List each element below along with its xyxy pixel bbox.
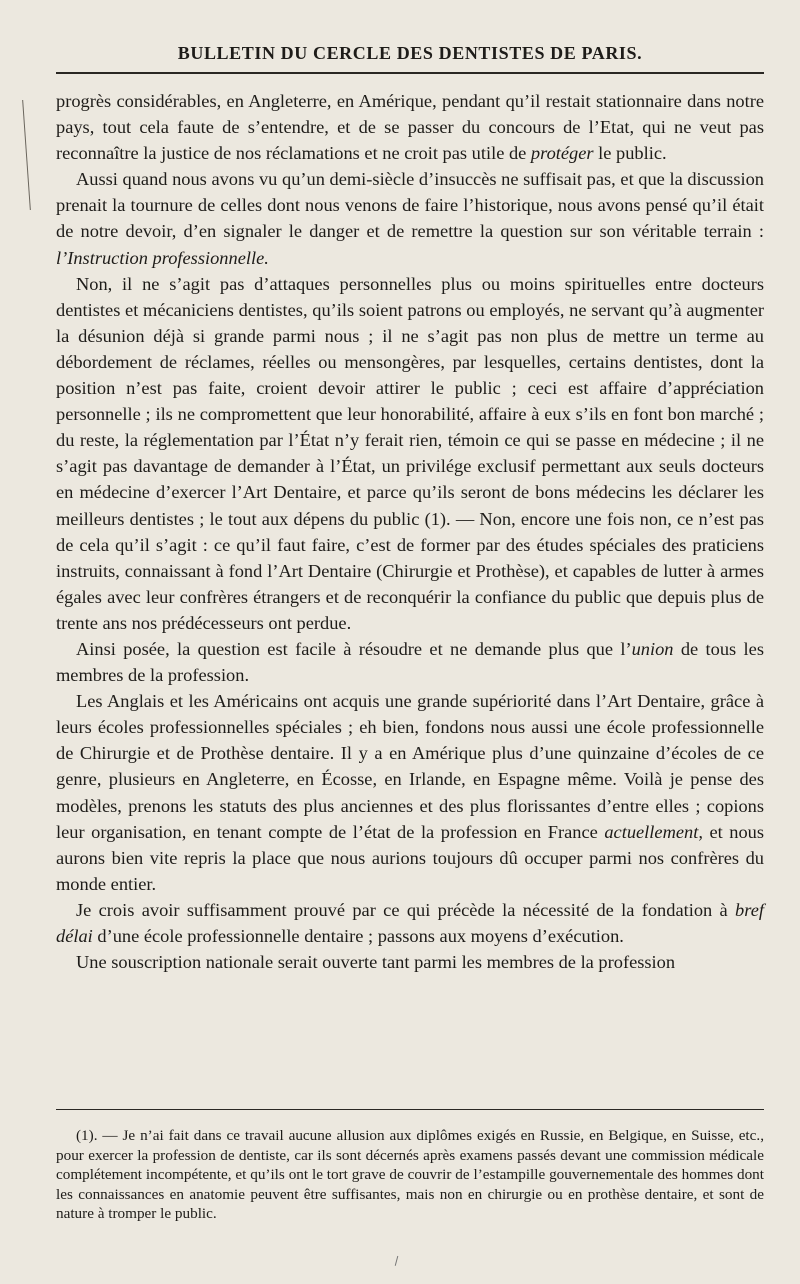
paragraph-5	[56, 688, 764, 897]
paragraph-4-text-a: Ainsi posée, la question est facile à résoudre et ne demande plus que l’	[76, 638, 632, 659]
running-header: BULLETIN DU CERCLE DES DENTISTES DE PARIS.	[177, 43, 643, 63]
paragraph-1-emphasis: protéger	[530, 143, 594, 164]
paragraph-4-emphasis: union	[631, 638, 674, 659]
paragraph-6-text-b: d’une école professionnelle dentaire ; passons aux moyens d’exécution.	[92, 926, 624, 946]
footnote	[56, 1126, 764, 1224]
margin-pencil-mark	[22, 100, 35, 210]
paragraph-2	[56, 166, 764, 270]
paragraph-5-emphasis: actuellement,	[604, 821, 703, 842]
footnote-text: (1). — Je n’ai fait dans ce travail aucune allusion aux diplômes exigés en Russie, en Belgique, en Suisse, etc., pour exercer la profession de dentiste, car ils sont décernés après examens passés devant une commission médicale complétement incompétente, et qu’ils ont le tort grave de couvrir de l’estampille gouvernementale des hommes dont les connaissances en anatomie peuvent être suffisantes, mais non en chirurgie ou en prothèse dentaire, et sont de nature à tromper le public.	[56, 1127, 764, 1223]
paragraph-2-text-a: Aussi quand nous avons vu qu’un demi-siècle d’insuccès ne suffisait pas, et que la discussion prenait la tournure de celles dont nous venons de faire l’historique, nous avons pensé qu’il était de notre devoir, d’en signaler le danger et de remettre la question sur son véritable terrain :	[56, 169, 764, 242]
paragraph-5-text-a: Les Anglais et les Américains ont acquis une grande supériorité dans l’Art Dentaire, grâce à leurs écoles professionnelles spéciales ; eh bien, fondons nous aussi une école professionnelle de Chirurgie et de Prothèse dentaire. Il y a en Amérique plus d’une quinzaine d’écoles de ce genre, plusieurs en Angleterre, en Écosse, en Irlande, en Espagne même. Voilà je pense des modèles, prenons les statuts des plus anciennes et des plus florissantes d’entre elles ; copions leur organisation, en tenant compte de l’état de la profession en France	[56, 691, 764, 842]
paragraph-6-emphasis: bref délai	[56, 899, 764, 946]
body-text	[56, 88, 764, 975]
paragraph-5-text-b: et nous aurons bien vite repris la place que nous aurions toujours dû occuper parmi nos confrères du monde entier.	[56, 821, 765, 894]
paragraph-4-text-b: de tous les membres de la profession.	[56, 638, 764, 686]
paragraph-6	[56, 897, 764, 949]
paragraph-3: Non, il ne s’agit pas d’attaques personnelles plus ou moins spirituelles entre docteurs dentistes et mécaniciens dentistes, qu’ils soient patrons ou employés, ne servant qu’à augmenter la désunion déjà si grande parmi nous ; il ne s’agit pas non plus de mettre un terme au débordement de réclames, réelles ou mensongères, par lesquelles, certains dentistes, dont la position n’est pas faite, croient devoir attirer le public ; ceci est affaire d’appréciation personnelle ; ils ne compromettent que leur honorabilité, affaire à eux s’ils en font bon marché ; du reste, la réglementation par l’État n’y ferait rien, témoin ce qui se passe en médecine ; il ne s’agit pas davantage de demander à l’État, un privilége exclusif permettant aux seuls docteurs en médecine d’exercer l’Art Dentaire, et parce qu’ils seront de bons médecins les déclarer les meilleurs dentistes ; le tout aux dépens du public (1). — Non, encore une fois non, ce n’est pas de cela qu’il s’agit : ce qu’il faut faire, c’est de former par des études spéciales des praticiens instruits, connaissant à fond l’Art Dentaire (Chirurgie et Prothèse), et capables de lutter à armes égales avec leur confrères étrangers et de reconquérir la confiance du public que depuis plus de trente ans nos prédécesseurs ont perdue.	[56, 273, 764, 633]
stray-ink-mark	[395, 1256, 400, 1266]
paragraph-4	[56, 636, 764, 688]
paragraph-2-emphasis: l’Instruction professionnelle.	[56, 247, 269, 268]
footnote-rule	[56, 1109, 764, 1110]
paragraph-1	[56, 88, 764, 166]
header-rule	[56, 72, 764, 74]
paragraph-6-text-a: Je crois avoir suffisamment prouvé par ce qui précède la nécessité de la fondation à	[76, 899, 736, 920]
paragraph-1-text-b: le public.	[593, 143, 667, 164]
paragraph-1-text-a: progrès considérables, en Angleterre, en Amérique, pendant qu’il restait stationnaire dans notre pays, tout cela faute de s’entendre, et de se passer du concours de l’Etat, qui ne veut pas reconnaître la justice de nos réclamations et ne croit pas utile de	[56, 91, 764, 164]
paragraph-7: Une souscription nationale serait ouverte tant parmi les membres de la profession	[76, 952, 676, 973]
